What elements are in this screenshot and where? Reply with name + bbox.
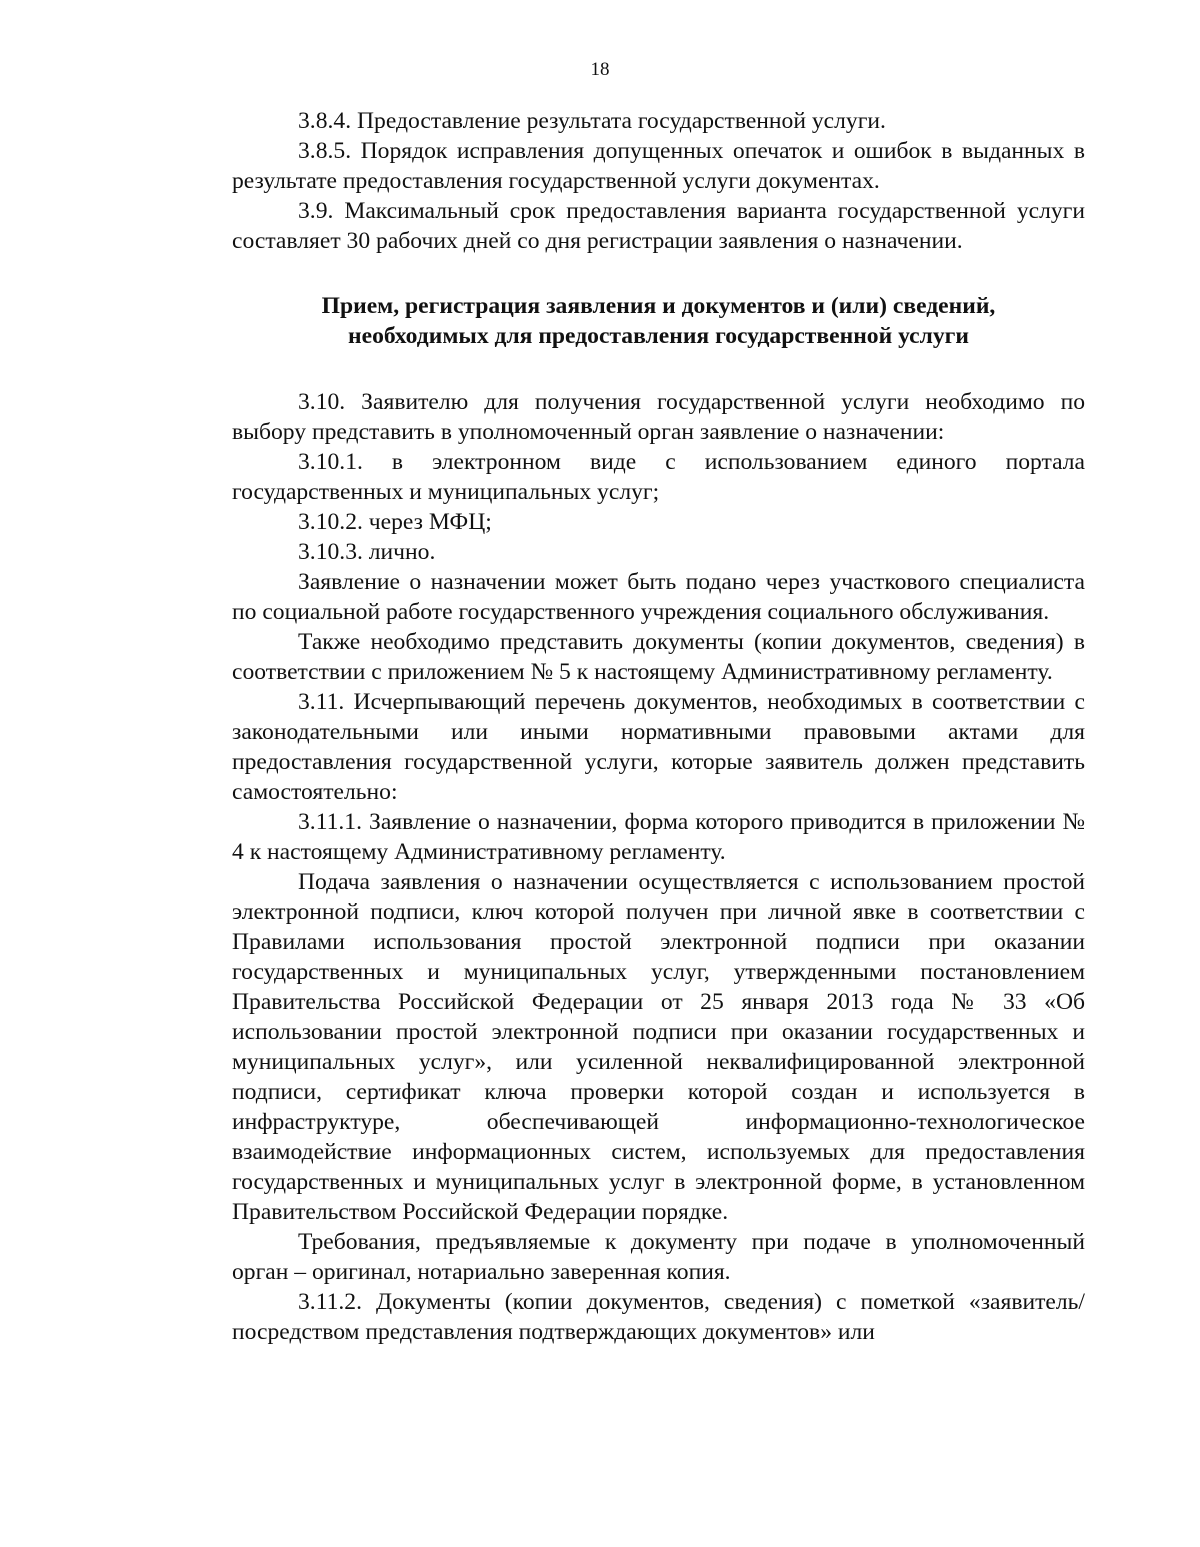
paragraph-3-8-5: 3.8.5. Порядок исправления допущенных опечаток и ошибок в выданных в результате предоставления государственной услуги документах. — [232, 138, 1085, 194]
page-number: 18 — [590, 59, 610, 80]
paragraph-3-10-2: 3.10.2. через МФЦ; — [298, 509, 492, 535]
paragraph-3-11-2: 3.11.2. Документы (копии документов, сведения) с пометкой «заявитель/посредством представления подтверждающих документов» или — [232, 1289, 1085, 1345]
paragraph-electronic-signature: Подача заявления о назначении осуществляется с использованием простой электронной подписи, ключ которой получен при личной явке в соответствии с Правилами использования простой электронной подписи при оказании государственных и муниципальных услуг, утвержденными постановлением Правительства Российской Федерации от 25 января 2013 года № 33 «Об использовании простой электронной подписи при оказании государственных и муниципальных услуг», или усиленной неквалифицированной электронной подписи, сертификат ключа проверки которой создан и используется в инфраструктуре, обеспечивающей информационно-технологическое взаимодействие информационных систем, используемых для предоставления государственных и муниципальных услуг в электронной форме, в установленном Правительством Российской Федерации порядке. — [232, 869, 1085, 1225]
paragraph-document-requirements: Требования, предъявляемые к документу при подаче в уполномоченный орган – оригинал, нотариально заверенная копия. — [232, 1229, 1085, 1285]
document-body — [232, 106, 1085, 1347]
paragraph-3-10-3: 3.10.3. лично. — [298, 539, 436, 565]
paragraph-3-10: 3.10. Заявителю для получения государственной услуги необходимо по выбору представить в уполномоченный орган заявление о назначении: — [232, 389, 1085, 445]
paragraph-3-8-4: 3.8.4. Предоставление результата государственной услуги. — [298, 108, 886, 134]
paragraph-3-11: 3.11. Исчерпывающий перечень документов, необходимых в соответствии с законодательными или иными нормативными правовыми актами для предоставления государственной услуги, которые заявитель должен представить самостоятельно: — [232, 689, 1085, 805]
paragraph-3-10-1: 3.10.1. в электронном виде с использованием единого портала государственных и муниципальных услуг; — [232, 449, 1085, 505]
section-heading-line-2: необходимых для предоставления государственной услуги — [348, 323, 969, 349]
paragraph-additional-documents: Также необходимо представить документы (копии документов, сведения) в соответствии с приложением № 5 к настоящему Административному регламенту. — [232, 629, 1085, 685]
paragraph-3-11-1: 3.11.1. Заявление о назначении, форма которого приводится в приложении № 4 к настоящему Административному регламенту. — [232, 809, 1085, 865]
section-heading — [232, 291, 1085, 351]
paragraph-3-9: 3.9. Максимальный срок предоставления варианта государственной услуги составляет 30 рабочих дней со дня регистрации заявления о назначении. — [232, 198, 1085, 254]
section-heading-line-1: Прием, регистрация заявления и документов и (или) сведений, — [321, 293, 996, 319]
paragraph-application-submission: Заявление о назначении может быть подано через участкового специалиста по социальной работе государственного учреждения социального обслуживания. — [232, 569, 1085, 625]
